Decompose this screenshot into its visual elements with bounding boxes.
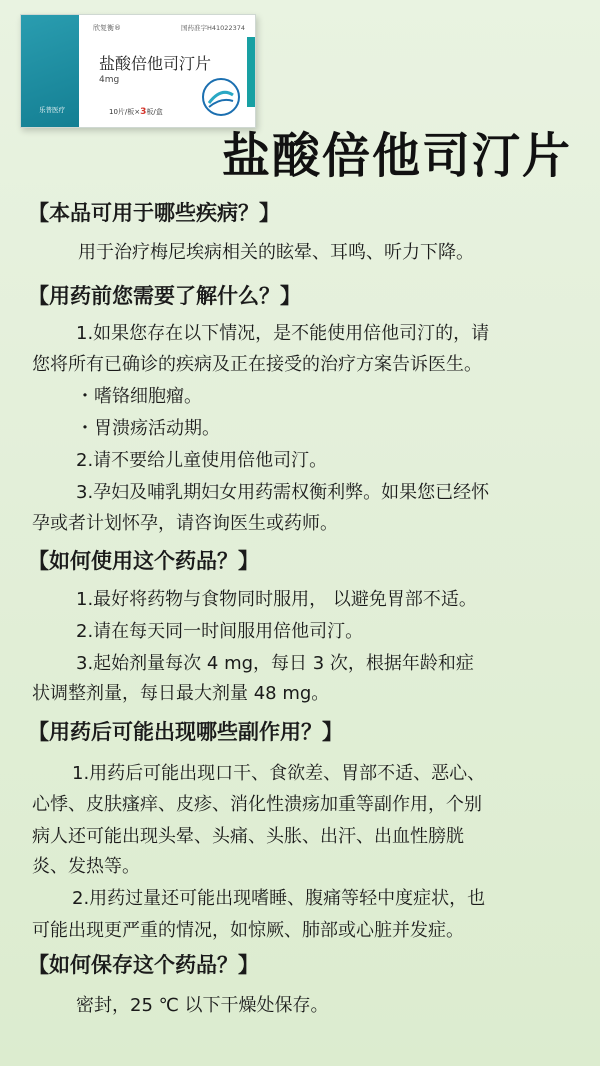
section-heading-indications: 【本品可用于哪些疾病？】 [28, 201, 280, 225]
section-line: 1.如果您存在以下情况，是不能使用倍他司汀的，请 [76, 323, 490, 344]
section-line: 3.孕妇及哺乳期妇女用药需权衡利弊。如果您已经怀 [76, 482, 490, 503]
package-product-name: 盐酸倍他司汀片 [99, 54, 212, 73]
section-line: 3.起始剂量每次 4 mg，每日 3 次，根据年龄和症 [76, 653, 474, 674]
section-line: 1.最好将药物与食物同时服用， 以避免胃部不适。 [76, 589, 477, 610]
section-line: ・胃溃疡活动期。 [76, 418, 220, 439]
section-line: 心悸、皮肤瘙痒、皮疹、消化性溃疡加重等副作用，个别 [32, 794, 482, 815]
section-line: 密封，25 ℃ 以下干燥处保存。 [76, 995, 329, 1016]
section-line: 孕或者计划怀孕，请咨询医生或药师。 [32, 513, 338, 534]
section-heading-storage: 【如何保存这个药品？】 [28, 953, 259, 977]
product-package-image [20, 14, 256, 128]
page-title: 盐酸倍他司汀片 [222, 128, 573, 184]
section-line: 病人还可能出现头晕、头痛、头胀、出汗、出血性膀胱 [32, 826, 464, 847]
section-line: 1.用药后可能出现口干、食欲差、胃部不适、恶心、 [72, 763, 486, 784]
package-brand: 欣复衡® [93, 24, 121, 32]
section-heading-side-effects: 【用药后可能出现哪些副作用？】 [28, 720, 343, 744]
section-heading-usage: 【如何使用这个药品？】 [28, 549, 259, 573]
section-line: ・嗜铬细胞瘤。 [76, 386, 202, 407]
section-line: 2.请不要给儿童使用倍他司汀。 [76, 450, 328, 471]
section-line: 炎、发热等。 [32, 856, 140, 877]
section-line: 用于治疗梅尼埃病相关的眩晕、耳鸣、听力下降。 [78, 242, 474, 263]
package-accent-bar [247, 37, 255, 107]
section-line: 2.请在每天同一时间服用倍他司汀。 [76, 621, 364, 642]
section-line: 可能出现更严重的情况，如惊厥、肺部或心脏并发症。 [32, 920, 464, 941]
section-heading-precautions: 【用药前您需要了解什么？】 [28, 284, 301, 308]
section-line: 2.用药过量还可能出现嗜睡、腹痛等轻中度症状，也 [72, 888, 486, 909]
section-line: 您将所有已确诊的疾病及正在接受的治疗方案告诉医生。 [32, 354, 482, 375]
package-seal-icon [201, 77, 241, 117]
package-maker: 乐普医疗 [39, 106, 65, 114]
package-strength: 4mg [99, 75, 120, 85]
section-line: 状调整剂量，每日最大剂量 48 mg。 [32, 683, 330, 704]
package-approval-number: 国药准字H41022374 [181, 24, 245, 32]
package-pack-size: 10片/板×3板/盒 [109, 107, 163, 117]
